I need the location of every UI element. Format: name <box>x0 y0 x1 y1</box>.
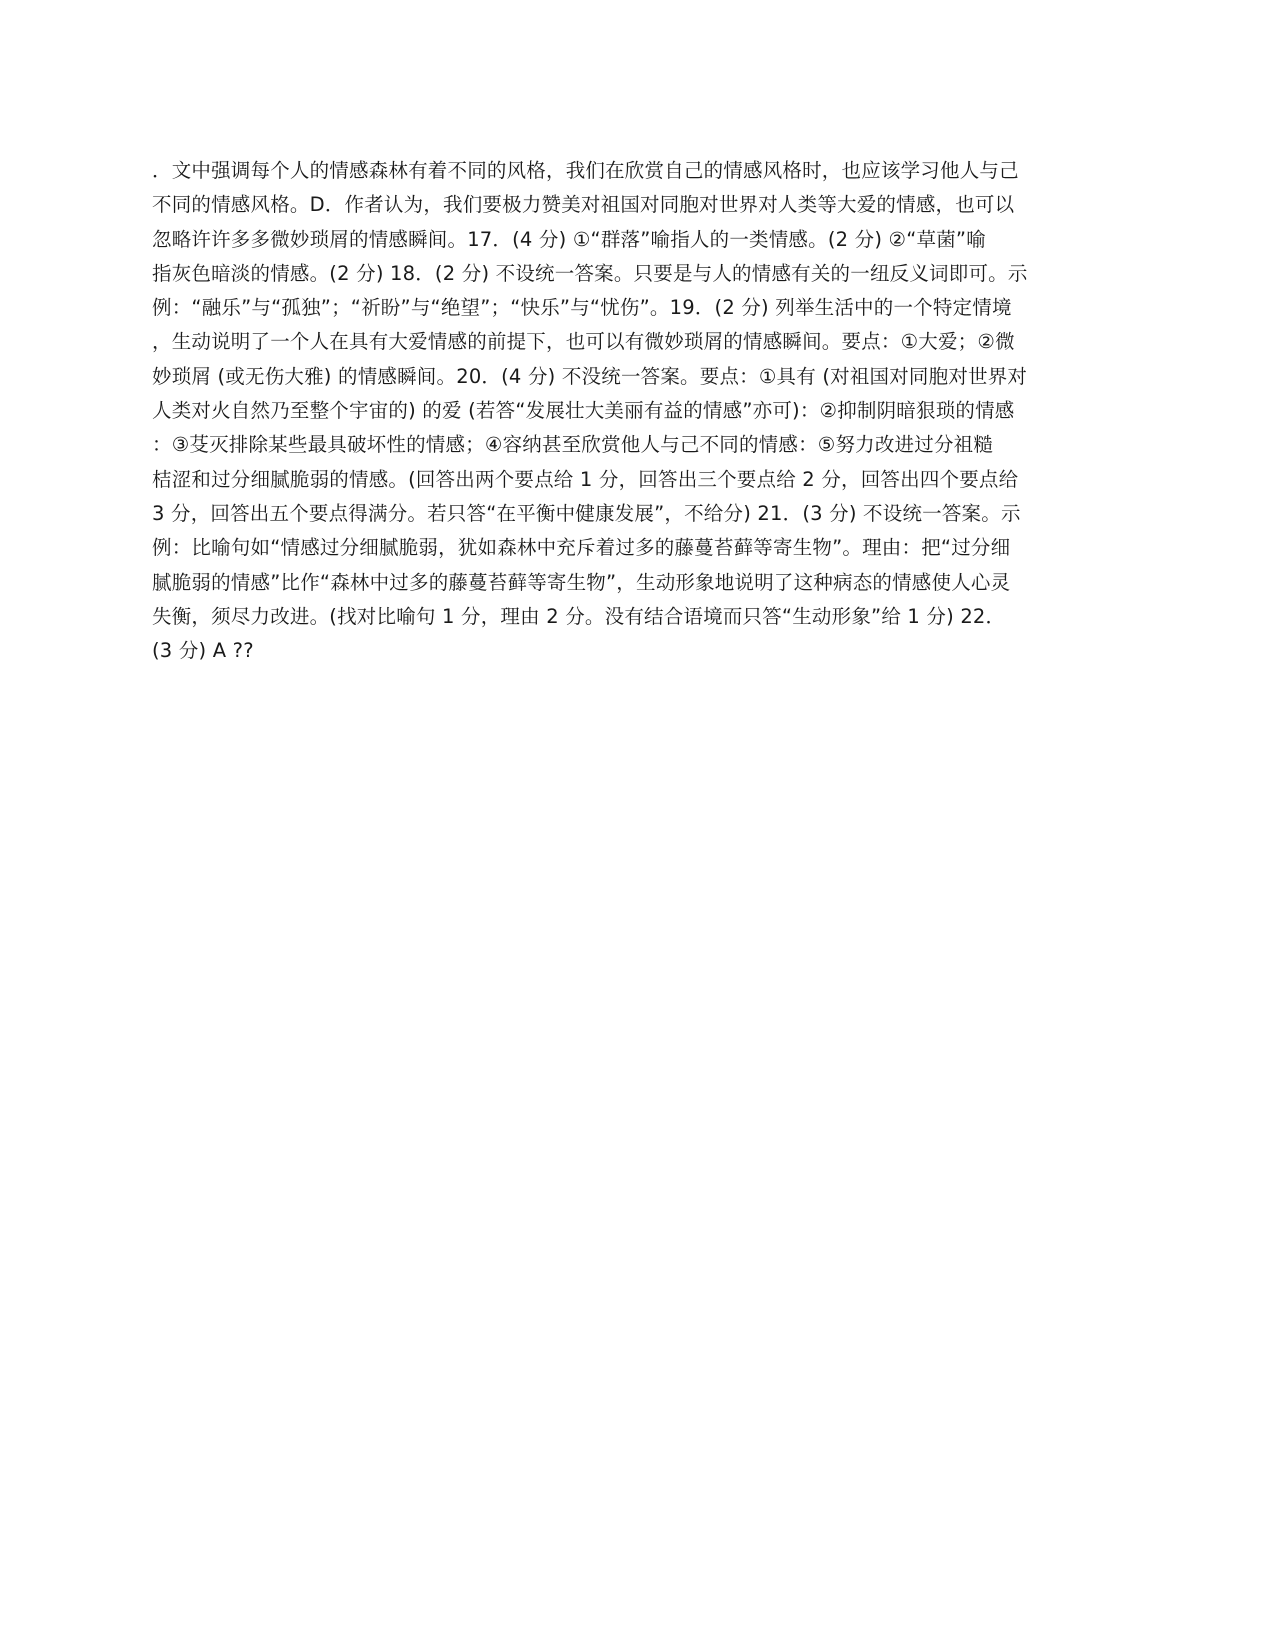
text-line: 桔涩和过分细腻脆弱的情感。(回答出两个要点给 1 分，回答出三个要点给 2 分，回答出四个要点给 <box>152 467 1019 491</box>
text-line: 3 分，回答出五个要点得满分。若只答“在平衡中健康发展”，不给分) 21．(3 分) 不设统一答案。示 <box>152 501 1021 525</box>
text-line: 人类对火自然乃至整个宇宙的) 的爱 (若答“发展壮大美丽有益的情感”亦可)：②抑制阴暗狠琐的情感 <box>152 399 1015 423</box>
answer-text-block <box>152 154 1132 668</box>
text-line: ，生动说明了一个人在具有大爱情感的前提下，也可以有微妙琐屑的情感瞬间。要点：①大爱；②微 <box>152 330 1015 354</box>
text-line: 忽略许许多多微妙琐屑的情感瞬间。17．(4 分) ①“群落”喻指人的一类情感。(2 分) ②“草菌”喻 <box>152 227 986 251</box>
text-line: 不同的情感风格。D．作者认为，我们要极力赞美对祖国对同胞对世界对人类等大爱的情感，也可以 <box>152 193 1015 217</box>
text-line: ．文中强调每个人的情感森林有着不同的风格，我们在欣赏自己的情感风格时，也应该学习他人与己 <box>152 159 1019 182</box>
text-line: (3 分) A ?? <box>152 639 254 663</box>
text-line: 例：“融乐”与“孤独”；“祈盼”与“绝望”；“快乐”与“忧伤”。19．(2 分) 列举生活中的一个特定情境 <box>152 296 1012 320</box>
text-line: ：③芟灭排除某些最具破坏性的情感；④容纳甚至欣赏他人与己不同的情感：⑤努力改进过分祖糙 <box>152 433 994 457</box>
text-line: 失衡，须尽力改进。(找对比喻句 1 分，理由 2 分。没有结合语境而只答“生动形象”给 1 分) 22． <box>152 604 1006 628</box>
text-line: 妙琐屑 (或无伤大雅) 的情感瞬间。20．(4 分) 不没统一答案。要点：①具有 (对祖国对同胞对世界对 <box>152 364 1028 388</box>
text-line: 指灰色暗淡的情感。(2 分) 18．(2 分) 不设统一答案。只要是与人的情感有关的一纽反义词即可。示 <box>152 261 1028 285</box>
text-line: 例：比喻句如“情感过分细腻脆弱，犹如森林中充斥着过多的藤蔓苔藓等寄生物”。理由：把“过分细 <box>152 536 1011 560</box>
text-line: 腻脆弱的情感”比作“森林中过多的藤蔓苔藓等寄生物”，生动形象地说明了这种病态的情感使人心灵 <box>152 570 1011 594</box>
